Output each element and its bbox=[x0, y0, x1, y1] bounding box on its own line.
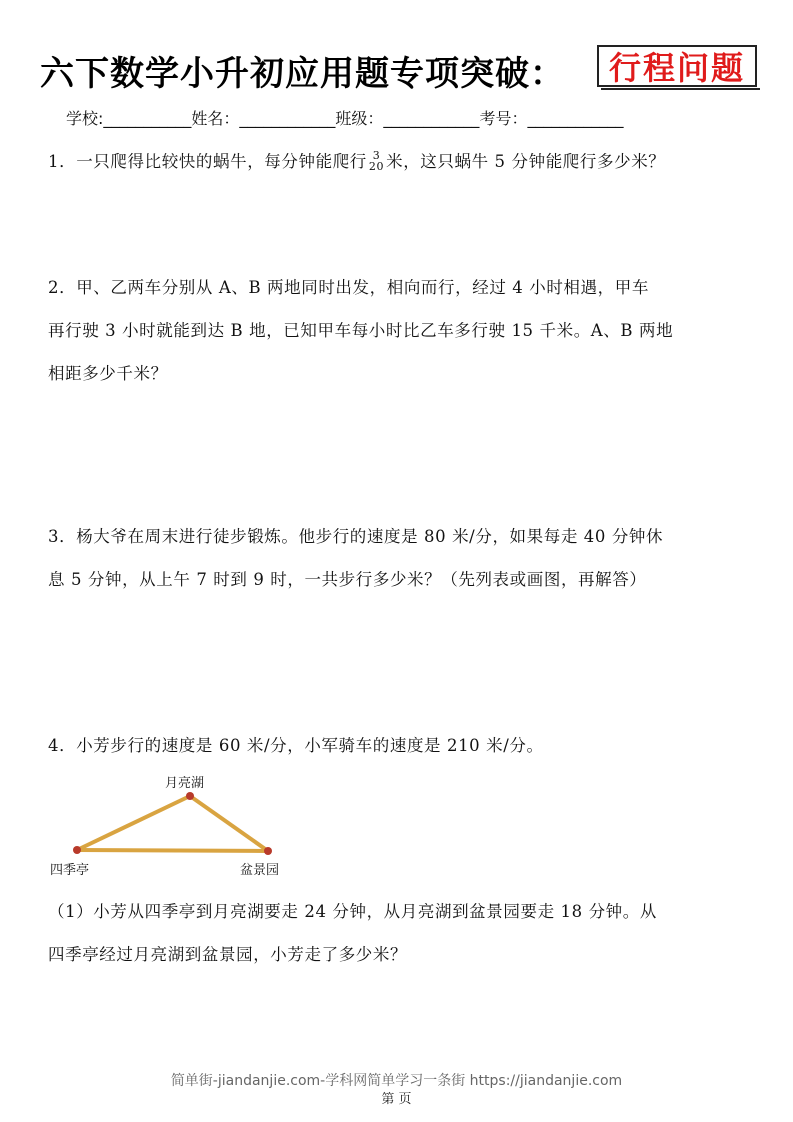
point-moon-lake bbox=[186, 792, 194, 800]
footer-watermark: 简单街-jiandanjie.com-学科网简单学习一条街 https://jiandanjie.com bbox=[170, 1073, 623, 1089]
fraction-denominator: 20 bbox=[368, 159, 385, 173]
route-segment-right bbox=[190, 796, 268, 851]
q4-sub1-line-1: （1）小芳从四季亭到月亮湖要走 24 分钟，从月亮湖到盆景园要走 18 分钟。从 bbox=[48, 902, 657, 921]
point-bonsai-garden bbox=[264, 847, 272, 855]
question-4 bbox=[48, 724, 748, 767]
question-4-part-1 bbox=[48, 890, 748, 976]
q4-sub1-line-2: 四季亭经过月亮湖到盆景园，小芳走了多少米？ bbox=[48, 945, 408, 964]
q1-fraction bbox=[369, 150, 384, 172]
page-title: 六下数学小升初应用题专项突破： bbox=[40, 54, 565, 94]
q2-line-2: 再行驶 3 小时就能到达 B 地，已知甲车每小时比乙车多行驶 15 千米。A、B 两地 bbox=[48, 321, 674, 340]
q2-line-3: 相距多少千米？ bbox=[48, 364, 168, 383]
question-3 bbox=[48, 515, 748, 601]
point-siji-pavilion bbox=[73, 846, 81, 854]
title-row bbox=[0, 40, 793, 100]
page-number: 第 页 bbox=[381, 1092, 412, 1107]
exam-number-field: 考号：____________ bbox=[479, 109, 624, 128]
route-diagram bbox=[40, 765, 320, 885]
name-field: 姓名：____________ bbox=[191, 109, 336, 128]
student-info-line bbox=[66, 106, 623, 129]
label-bonsai-garden: 盆景园 bbox=[240, 863, 280, 878]
school-field: 学校:___________ bbox=[66, 109, 192, 128]
class-field: 班级：____________ bbox=[335, 109, 480, 128]
question-1 bbox=[48, 140, 748, 183]
q2-line-1: 2．甲、乙两车分别从 A、B 两地同时出发，相向而行，经过 4 小时相遇，甲车 bbox=[48, 278, 649, 297]
q1-text-after: 米，这只蜗牛 5 分钟能爬行多少米？ bbox=[386, 152, 666, 171]
q1-text-before: 1．一只爬得比较快的蜗牛，每分钟能爬行 bbox=[48, 152, 367, 171]
route-segment-left bbox=[77, 796, 190, 850]
label-siji-pavilion: 四季亭 bbox=[50, 863, 90, 878]
q3-line-1: 3．杨大爷在周末进行徒步锻炼。他步行的速度是 80 米/分，如果每走 40 分钟休 bbox=[48, 527, 664, 546]
route-segment-bottom bbox=[77, 850, 268, 851]
q3-line-2: 息 5 分钟，从上午 7 时到 9 时，一共步行多少米？（先列表或画图，再解答） bbox=[48, 570, 647, 589]
fraction-numerator: 3 bbox=[372, 148, 381, 162]
q4-line-1: 4．小芳步行的速度是 60 米/分，小军骑车的速度是 210 米/分。 bbox=[48, 736, 544, 755]
topic-badge: 行程问题 bbox=[597, 45, 757, 87]
question-2 bbox=[48, 266, 748, 395]
label-moon-lake: 月亮湖 bbox=[165, 776, 205, 791]
